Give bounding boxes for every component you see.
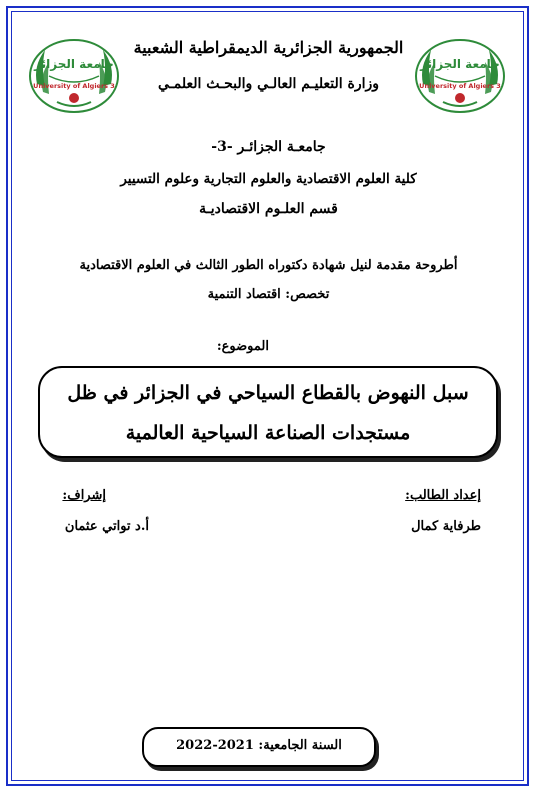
logo-arabic-text: جامعة الجزائر (420, 57, 500, 71)
specialty: تخصص: اقتصاد التنمية (207, 287, 330, 302)
thesis-title-line-2: مستجدات الصناعة السياحية العالمية (125, 422, 411, 444)
logo-english-text: University of Algiers 3 (33, 82, 115, 90)
student-label: إعداد الطالب: (405, 488, 481, 503)
logo-arabic-text: جامعة الجزائر (34, 57, 114, 71)
faculty-name: كلية العلوم الاقتصادية والعلوم التجارية وعلوم التسيير (120, 171, 417, 187)
academic-year: السنة الجامعية: 2021-2022 (176, 738, 342, 753)
thesis-title-line-1: سبل النهوض بالقطاع السياحي في الجزائر في ظل (67, 382, 469, 404)
logo-english-text: University of Algiers 3 (419, 82, 501, 90)
thesis-description: أطروحة مقدمة لنيل شهادة دكتوراه الطور الثالث في العلوم الاقتصادية (79, 258, 458, 273)
university-logo-left (27, 36, 121, 114)
title-box (38, 366, 498, 458)
republic-heading: الجمهورية الجزائرية الديمقراطية الشعبية (133, 38, 404, 57)
university-name: جامعـة الجزائـر -3- (211, 139, 326, 155)
supervisor-label: إشراف: (62, 488, 106, 503)
department-name: قسم العلـوم الاقتصاديـة (199, 201, 338, 217)
university-logo-right (413, 36, 507, 114)
subject-label: الموضوع: (216, 339, 269, 354)
supervisor-name: أ.د تواتي عثمان (64, 519, 149, 534)
student-name: طرفاية كمال (411, 519, 481, 534)
ministry-heading: وزارة التعليـم العالـي والبحـث العلمـي (157, 76, 380, 92)
